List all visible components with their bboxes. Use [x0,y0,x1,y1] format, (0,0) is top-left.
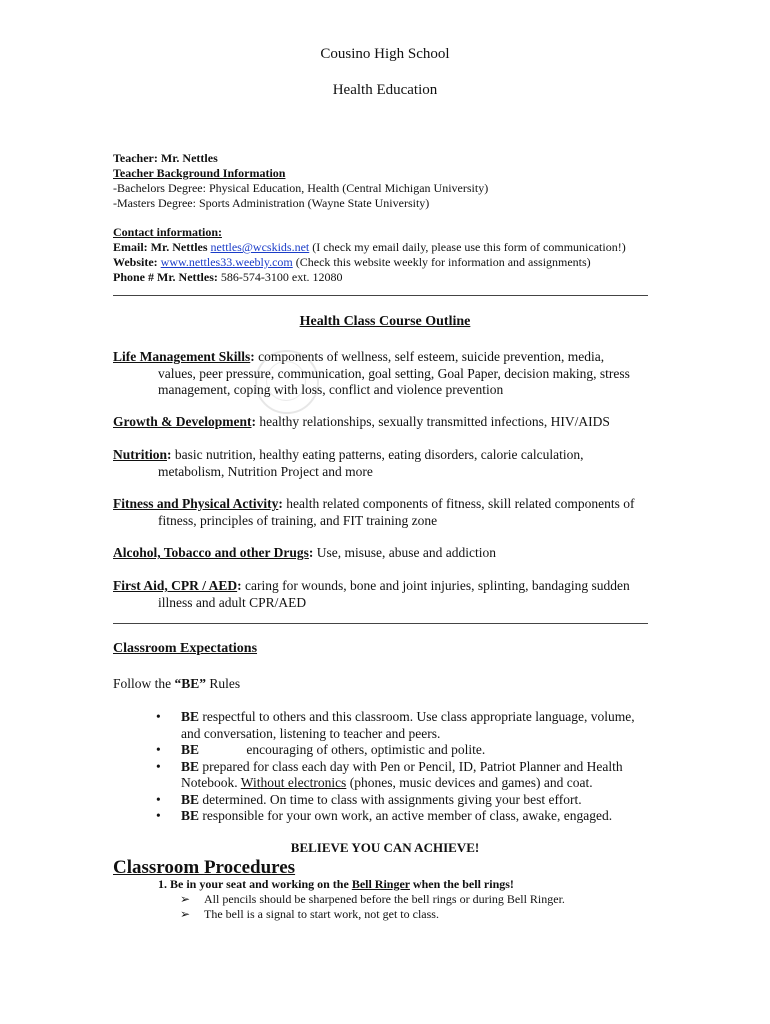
procedure-text: 1. Be in your seat and working on the [158,877,349,891]
email-link[interactable]: nettles@wcskids.net [210,240,310,254]
rule-text-underlined: Without electronics [240,775,347,790]
phone-label: Phone # Mr. Nettles: [113,270,218,284]
procedure-subitem [158,907,658,922]
contact-heading: Contact information: [113,225,222,239]
topic-fitness: Fitness and Physical Activity: health related components of fitness, skill related components of fitness, principles of training, and FIT training zone [113,496,658,529]
topic-desc-cont: illness and adult CPR/AED [158,594,307,610]
background-heading: Teacher Background Information [113,166,286,180]
teacher-name: Teacher: Mr. Nettles [113,151,218,165]
rule-text: respectful to others and this classroom. Use class appropriate language, volume, [202,709,635,724]
bullet-icon: • [156,742,161,757]
bullet-icon: • [156,709,161,724]
topic-name: Alcohol, Tobacco and other Drugs [113,545,309,560]
email-note: (I check my email daily, please use this form of communication!) [312,240,626,254]
be-word: BE [181,742,200,757]
intro-rules: Rules [209,676,241,691]
rule-text: encouraging of others, optimistic and polite. [246,742,486,757]
arrow-bullet-icon: ➢ [180,907,191,921]
topic-name: Fitness and Physical Activity [113,496,279,511]
be-rules-intro [113,676,658,693]
rule-text-cont: and conversation, listening to teacher and peers. [181,725,441,741]
motto: BELIEVE YOU CAN ACHIEVE! [290,840,480,855]
be-word: BE [181,808,200,823]
topic-first-aid: First Aid, CPR / AED: caring for wounds, bone and joint injuries, splinting, bandaging sudden illness and adult CPR/AED [113,578,658,611]
website-label: Website: [113,255,158,269]
expectations-heading: Classroom Expectations [113,641,258,656]
procedure-text: when the bell rings! [412,877,514,891]
list-item [150,808,660,825]
divider-2 [113,623,648,624]
procedures-heading: Classroom Procedures [113,857,296,878]
topic-name: Life Management Skills [113,349,251,364]
be-rules-list [150,709,660,825]
topic-desc: healthy relationships, sexually transmitted infections, HIV/AIDS [259,414,610,429]
topic-desc-cont: metabolism, Nutrition Project and more [158,463,373,479]
email-line [113,240,693,255]
website-link[interactable]: www.nettles33.weebly.com [160,255,293,269]
topic-growth: Growth & Development: healthy relationships, sexually transmitted infections, HIV/AIDS [113,414,610,429]
rule-text: responsible for your own work, an active member of class, awake, engaged. [202,808,613,823]
contact-info [113,225,693,285]
procedures-list [158,877,658,922]
list-item [150,759,660,792]
rule-text-cont: (phones, music devices and games) and coat. [349,775,593,790]
bullet-icon: • [156,758,161,774]
degree-masters: -Masters Degree: Sports Administration (Wayne State University) [113,196,430,210]
intro-be: “BE” [174,676,207,691]
topic-desc: caring for wounds, bone and joint injuries, splinting, bandaging sudden [245,578,630,593]
email-label: Email: Mr. Nettles [113,240,208,254]
rule-text-cont: Notebook. [181,775,238,790]
rule-text: prepared for class each day with Pen or Pencil, ID, Patriot Planner and Health [202,758,623,774]
topic-nutrition: Nutrition: basic nutrition, healthy eating patterns, eating disorders, calorie calculation, metabolism, Nutrition Project and more [113,447,658,480]
list-item [150,709,660,742]
course-title: Health Education [332,82,438,98]
degree-bachelors: -Bachelors Degree: Physical Education, Health (Central Michigan University) [113,181,489,195]
be-word: BE [181,791,200,807]
bullet-icon: • [156,791,161,807]
school-title: Cousino High School [320,46,450,62]
teacher-info [113,151,673,211]
intro-text: Follow the [113,676,172,691]
topic-desc-cont: fitness, principles of training, and FIT training zone [158,512,438,528]
be-word: BE [181,709,200,724]
procedure-text-underlined: Bell Ringer [351,877,410,891]
outline-heading: Health Class Course Outline [299,314,471,329]
topic-desc-cont: values, peer pressure, communication, goal setting, Goal Paper, decision making, stress [158,365,630,381]
rule-text: determined. On time to class with assignments giving your best effort. [202,791,582,807]
procedure-item [158,877,658,892]
topic-name: Nutrition [113,447,167,462]
arrow-bullet-icon: ➢ [180,892,191,906]
topic-desc: health related components of fitness, skill related components of [286,496,635,511]
topic-life-management: Life Management Skills: components of wellness, self esteem, suicide prevention, media, values, peer pressure, communication, goal setting, Goal Paper, decision making, stress management, coping with loss, conflict and violence prevention [113,349,658,399]
topic-desc: Use, misuse, abuse and addiction [316,545,496,560]
bullet-icon: • [156,808,161,823]
divider-1 [113,295,648,296]
phone-line [113,270,693,285]
website-note: (Check this website weekly for information and assignments) [295,255,591,269]
topic-name: Growth & Development [113,414,252,429]
website-line [113,255,693,270]
topic-desc-cont: management, coping with loss, conflict and violence prevention [158,382,504,397]
topic-name: First Aid, CPR / AED [113,578,238,593]
procedure-subitem [158,892,658,907]
list-item [150,792,660,809]
subitem-text: The bell is a signal to start work, not get to class. [204,907,439,921]
topic-drugs: Alcohol, Tobacco and other Drugs: Use, misuse, abuse and addiction [113,545,496,560]
subitem-text: All pencils should be sharpened before the bell rings or during Bell Ringer. [204,892,565,906]
be-word: BE [181,758,200,774]
topic-desc: components of wellness, self esteem, suicide prevention, media, [258,349,605,364]
phone-number: 586-574-3100 ext. 12080 [220,270,343,284]
list-item [150,742,660,759]
topic-desc: basic nutrition, healthy eating patterns, eating disorders, calorie calculation, [174,447,584,462]
